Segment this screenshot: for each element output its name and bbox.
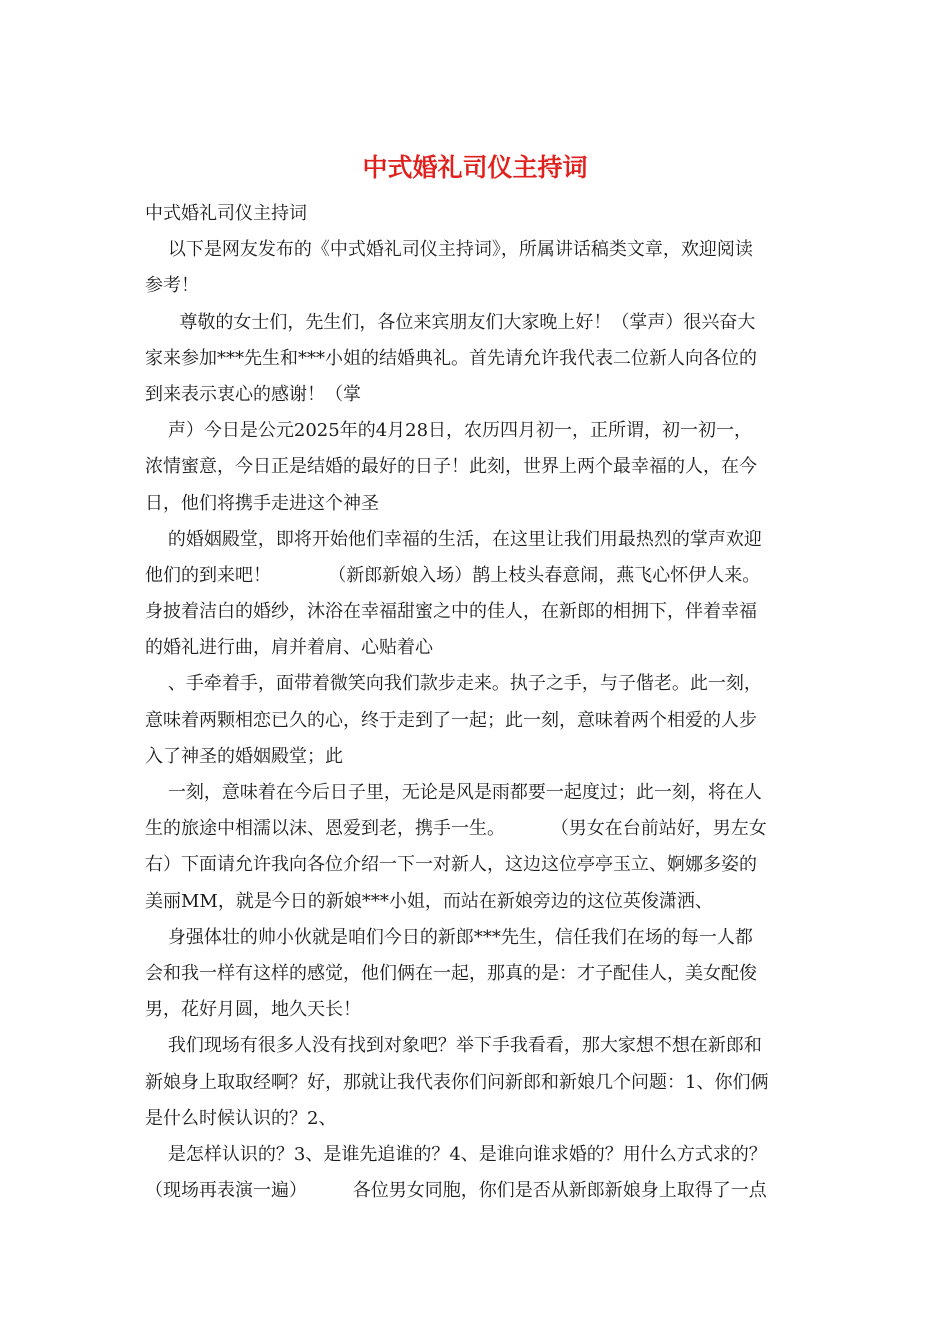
body-line: 男，花好月圆，地久天长！ xyxy=(145,999,361,1021)
document-body xyxy=(145,196,810,1209)
body-line: 参考！ xyxy=(145,275,199,297)
body-line: 右）下面请允许我向各位介绍一下一对新人，这边这位亭亭玉立、婀娜多姿的 xyxy=(145,854,757,876)
body-line: 是怎样认识的？3、是谁先追谁的？4、是谁向谁求婚的？用什么方式求的？ xyxy=(145,1143,767,1165)
body-line: 中式婚礼司仪主持词 xyxy=(145,203,307,224)
body-line: 新娘身上取取经啊？好，那就让我代表你们问新郎和新娘几个问题：1、你们俩 xyxy=(145,1071,769,1093)
body-line: 的婚姻殿堂，即将开始他们幸福的生活，在这里让我们用最热烈的掌声欢迎 xyxy=(145,528,762,550)
body-line: 美丽MM，就是今日的新娘***小姐，而站在新娘旁边的这位英俊潇洒、 xyxy=(145,890,713,912)
body-line: 意味着两颗相恋已久的心，终于走到了一起；此一刻，意味着两个相爱的人步 xyxy=(145,709,757,731)
body-line: 尊敬的女士们，先生们，各位来宾朋友们大家晚上好！（掌声）很兴奋大 xyxy=(145,311,756,333)
body-line: 一刻，意味着在今后日子里，无论是风是雨都要一起度过；此一刻，将在人 xyxy=(145,782,762,803)
body-line: 以下是网友发布的《中式婚礼司仪主持词》，所属讲话稿类文章，欢迎阅读 xyxy=(145,239,753,261)
body-line: 浓情蜜意，今日正是结婚的最好的日子！此刻，世界上两个最幸福的人，在今 xyxy=(145,456,757,478)
body-line: 是什么时候认识的？2、 xyxy=(145,1107,337,1129)
body-line: 生的旅途中相濡以沫、恩爱到老，携手一生。 （男女在台前站好，男左女 xyxy=(145,818,767,840)
body-line: 声）今日是公元2025年的4月28日，农历四月初一，正所谓，初一初一， xyxy=(145,420,753,442)
body-line: 我们现场有很多人没有找到对象吧？举下手我看看，那大家想不想在新郎和 xyxy=(145,1035,762,1057)
body-line: 日，他们将携手走进这个神圣 xyxy=(145,492,379,514)
body-line: 的婚礼进行曲，肩并着肩、心贴着心 xyxy=(145,637,433,659)
page-title: 中式婚礼司仪主持词 xyxy=(362,153,588,182)
body-line: 到来表示衷心的感谢！（掌 xyxy=(145,383,361,405)
body-line: 身披着洁白的婚纱，沐浴在幸福甜蜜之中的佳人，在新郎的相拥下，伴着幸福 xyxy=(145,601,757,623)
body-line: 家来参加***先生和***小姐的结婚典礼。首先请允许我代表二位新人向各位的 xyxy=(145,347,757,369)
body-line: 入了神圣的婚姻殿堂；此 xyxy=(145,745,343,767)
body-line: 他们的到来吧！ （新郎新娘入场）鹊上枝头春意闹，燕飞心怀伊人来。 xyxy=(145,564,761,586)
body-line: 身强体壮的帅小伙就是咱们今日的新郎***先生，信任我们在场的每一人都 xyxy=(145,926,753,948)
body-line: 会和我一样有这样的感觉，他们俩在一起，那真的是：才子配佳人，美女配俊 xyxy=(145,962,757,984)
body-line: （现场再表演一遍） 各位男女同胞，你们是否从新郎新娘身上取得了一点 xyxy=(145,1180,767,1202)
body-line: 、手牵着手，面带着微笑向我们款步走来。执子之手，与子偕老。此一刻， xyxy=(145,673,762,695)
